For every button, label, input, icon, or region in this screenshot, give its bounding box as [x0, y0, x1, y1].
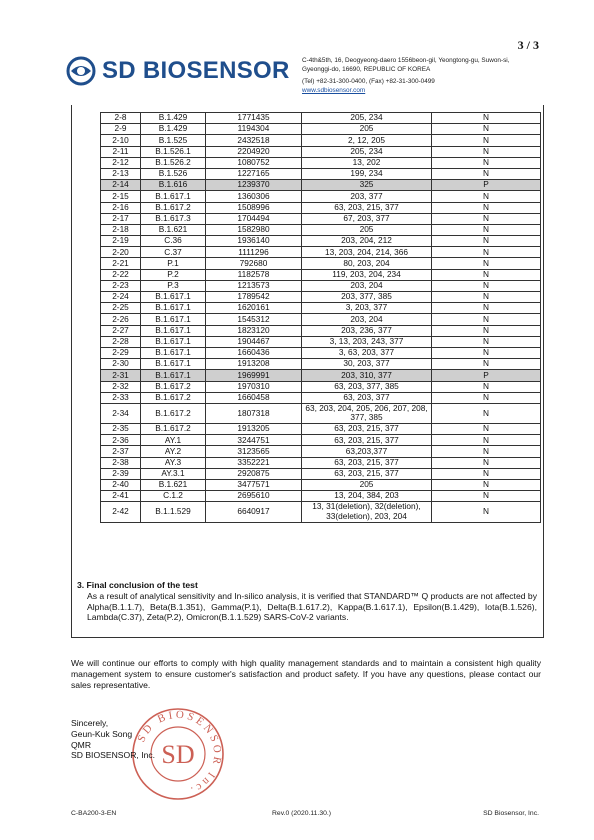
cell-lineage: B.1.617.2	[141, 392, 206, 403]
table-row	[101, 314, 541, 325]
cell-result: N	[432, 468, 541, 479]
cell-lineage: B.1.526.1	[141, 146, 206, 157]
cell-accession: 1239370	[206, 180, 302, 191]
cell-result: N	[432, 135, 541, 146]
cell-mutations: 13, 31(deletion), 32(deletion), 33(deletion), 203, 204	[302, 502, 432, 522]
cell-lineage: B.1.526	[141, 168, 206, 179]
table-row	[101, 202, 541, 213]
cell-accession: 3352221	[206, 457, 302, 468]
cell-result: N	[432, 314, 541, 325]
page-number: 3 / 3	[517, 38, 539, 52]
closing-paragraph: We will continue our efforts to comply with high quality management standards and to maintain a consistent high quality management system to ensure customer's satisfaction and product safety. If you have any questions, please contact our sales representative.	[71, 658, 541, 690]
cell-result: N	[432, 146, 541, 157]
cell-accession: 1508996	[206, 202, 302, 213]
cell-no: 2-10	[101, 135, 141, 146]
cell-no: 2-11	[101, 146, 141, 157]
cell-mutations: 205	[302, 124, 432, 135]
table-row	[101, 381, 541, 392]
table-row	[101, 258, 541, 269]
cell-mutations: 205	[302, 224, 432, 235]
table-row	[101, 491, 541, 502]
cell-no: 2-36	[101, 435, 141, 446]
cell-result: N	[432, 168, 541, 179]
cell-result: N	[432, 269, 541, 280]
cell-lineage: B.1.617.1	[141, 191, 206, 202]
cell-result: N	[432, 292, 541, 303]
cell-no: 2-20	[101, 247, 141, 258]
table-row	[101, 347, 541, 358]
cell-mutations: 13, 202	[302, 157, 432, 168]
cell-lineage: B.1.617.2	[141, 202, 206, 213]
cell-accession: 1660458	[206, 392, 302, 403]
cell-no: 2-21	[101, 258, 141, 269]
table-row	[101, 359, 541, 370]
table-row	[101, 168, 541, 179]
cell-result: N	[432, 213, 541, 224]
cell-accession: 1936140	[206, 236, 302, 247]
cell-mutations: 199, 234	[302, 168, 432, 179]
cell-lineage: B.1.621	[141, 224, 206, 235]
cell-mutations: 2, 12, 205	[302, 135, 432, 146]
cell-no: 2-31	[101, 370, 141, 381]
company-address	[302, 56, 542, 95]
cell-accession: 1913205	[206, 424, 302, 435]
cell-no: 2-18	[101, 224, 141, 235]
cell-lineage: B.1.617.1	[141, 325, 206, 336]
cell-no: 2-40	[101, 480, 141, 491]
table-row	[101, 247, 541, 258]
cell-mutations: 203, 204	[302, 280, 432, 291]
cell-result: N	[432, 280, 541, 291]
cell-mutations: 67, 203, 377	[302, 213, 432, 224]
cell-accession: 792680	[206, 258, 302, 269]
cell-lineage: B.1.617.1	[141, 303, 206, 314]
cell-mutations: 63,203,377	[302, 446, 432, 457]
cell-no: 2-28	[101, 336, 141, 347]
cell-accession: 1789542	[206, 292, 302, 303]
cell-result: P	[432, 370, 541, 381]
footer-company: SD Biosensor, Inc.	[483, 810, 539, 817]
table-row	[101, 113, 541, 124]
cell-result: N	[432, 247, 541, 258]
cell-lineage: B.1.617.1	[141, 292, 206, 303]
cell-result: N	[432, 446, 541, 457]
cell-no: 2-15	[101, 191, 141, 202]
cell-result: N	[432, 381, 541, 392]
cell-lineage: C.36	[141, 236, 206, 247]
cell-no: 2-38	[101, 457, 141, 468]
cell-lineage: B.1.617.1	[141, 336, 206, 347]
cell-result: N	[432, 347, 541, 358]
table-row	[101, 457, 541, 468]
cell-mutations: 205, 234	[302, 113, 432, 124]
cell-accession: 1080752	[206, 157, 302, 168]
cell-mutations: 13, 204, 384, 203	[302, 491, 432, 502]
cell-lineage: B.1.621	[141, 480, 206, 491]
cell-mutations: 63, 203, 215, 377	[302, 424, 432, 435]
cell-lineage: AY.3.1	[141, 468, 206, 479]
cell-lineage: B.1.429	[141, 113, 206, 124]
svg-text:SD: SD	[161, 740, 195, 769]
address-line: C-4th&5th, 16, Deogyeong-daero 1556beon-gil, Yeongtong-gu, Suwon-si,	[302, 57, 510, 64]
cell-no: 2-23	[101, 280, 141, 291]
cell-accession: 2695610	[206, 491, 302, 502]
cell-no: 2-22	[101, 269, 141, 280]
signatory-title: QMR	[71, 739, 92, 750]
conclusion-title: 3. Final conclusion of the test	[77, 580, 198, 590]
cell-accession: 2920875	[206, 468, 302, 479]
cell-mutations: 119, 203, 204, 234	[302, 269, 432, 280]
table-row	[101, 146, 541, 157]
cell-no: 2-33	[101, 392, 141, 403]
cell-result: N	[432, 480, 541, 491]
cell-mutations: 203, 310, 377	[302, 370, 432, 381]
cell-mutations: 3, 203, 377	[302, 303, 432, 314]
cell-result: N	[432, 124, 541, 135]
conclusion-body: As a result of analytical sensitivity and In-silico analysis, it is verified that STANDARD™ Q products are not affected by Alpha(B.1.1.7), Beta(B.1.351), Gamma(P.1), Delta(B.1.617.2), Kappa(B.1.617.1), Epsilon(B.1.429), Iota(B.1.526), Lambda(C.37), Zeta(P.2), Omicron(B.1.1.529) SARS-CoV-2 variants.	[87, 590, 537, 623]
cell-result: N	[432, 392, 541, 403]
cell-no: 2-39	[101, 468, 141, 479]
table-row	[101, 370, 541, 381]
cell-mutations: 3, 63, 203, 377	[302, 347, 432, 358]
cell-result: N	[432, 191, 541, 202]
cell-no: 2-27	[101, 325, 141, 336]
table-row	[101, 435, 541, 446]
cell-accession: 1227165	[206, 168, 302, 179]
cell-accession: 3123565	[206, 446, 302, 457]
cell-mutations: 63, 203, 377	[302, 392, 432, 403]
cell-no: 2-8	[101, 113, 141, 124]
cell-accession: 1969991	[206, 370, 302, 381]
cell-accession: 1582980	[206, 224, 302, 235]
cell-mutations: 3, 13, 203, 243, 377	[302, 336, 432, 347]
cell-no: 2-12	[101, 157, 141, 168]
table-row	[101, 303, 541, 314]
signatory-name: Geun-Kuk Song	[71, 728, 133, 739]
cell-result: N	[432, 336, 541, 347]
table-row	[101, 468, 541, 479]
cell-no: 2-30	[101, 359, 141, 370]
cell-accession: 3244751	[206, 435, 302, 446]
cell-mutations: 13, 203, 204, 214, 366	[302, 247, 432, 258]
table-row	[101, 236, 541, 247]
cell-no: 2-41	[101, 491, 141, 502]
cell-accession: 1360306	[206, 191, 302, 202]
cell-accession: 1913208	[206, 359, 302, 370]
table-row	[101, 191, 541, 202]
cell-accession: 1545312	[206, 314, 302, 325]
cell-lineage: P.3	[141, 280, 206, 291]
cell-no: 2-29	[101, 347, 141, 358]
cell-result: N	[432, 359, 541, 370]
cell-lineage: AY.2	[141, 446, 206, 457]
logo-emblem-icon	[66, 56, 96, 86]
cell-no: 2-34	[101, 403, 141, 423]
cell-mutations: 203, 204, 212	[302, 236, 432, 247]
phone-fax: (Tel) +82-31-300-0400, (Fax) +82-31-300-0499	[302, 78, 435, 85]
cell-accession: 6640917	[206, 502, 302, 522]
cell-lineage: B.1.617.3	[141, 213, 206, 224]
cell-no: 2-13	[101, 168, 141, 179]
signatory-company: SD BIOSENSOR, Inc.	[71, 750, 156, 761]
cell-accession: 1111296	[206, 247, 302, 258]
cell-no: 2-24	[101, 292, 141, 303]
table-row	[101, 424, 541, 435]
cell-result: N	[432, 457, 541, 468]
footer-revision: Rev.0 (2020.11.30.)	[272, 810, 332, 817]
cell-accession: 1213573	[206, 280, 302, 291]
cell-accession: 1704494	[206, 213, 302, 224]
table-row	[101, 502, 541, 522]
cell-no: 2-16	[101, 202, 141, 213]
cell-mutations: 205, 234	[302, 146, 432, 157]
cell-mutations: 30, 203, 377	[302, 359, 432, 370]
cell-result: N	[432, 224, 541, 235]
cell-mutations: 203, 204	[302, 314, 432, 325]
cell-no: 2-14	[101, 180, 141, 191]
cell-lineage: AY.3	[141, 457, 206, 468]
cell-mutations: 203, 377	[302, 191, 432, 202]
company-name: SD BIOSENSOR	[102, 57, 290, 84]
cell-lineage: B.1.617.1	[141, 359, 206, 370]
cell-mutations: 203, 377, 385	[302, 292, 432, 303]
signature-block	[71, 718, 155, 761]
cell-accession: 1904467	[206, 336, 302, 347]
table-row	[101, 280, 541, 291]
cell-accession: 1823120	[206, 325, 302, 336]
cell-lineage: B.1.616	[141, 180, 206, 191]
cell-lineage: B.1.617.2	[141, 381, 206, 392]
cell-lineage: B.1.617.2	[141, 403, 206, 423]
svg-text:SD BIOSENSOR Inc.: SD BIOSENSOR Inc.	[135, 708, 224, 798]
cell-result: N	[432, 258, 541, 269]
table-row	[101, 224, 541, 235]
cell-lineage: B.1.526.2	[141, 157, 206, 168]
signature-salutation: Sincerely,	[71, 718, 109, 728]
footer-doc-code: C-BA200-3-EN	[71, 810, 117, 817]
cell-result: N	[432, 491, 541, 502]
cell-accession: 2432518	[206, 135, 302, 146]
cell-lineage: C.1.2	[141, 491, 206, 502]
table-row	[101, 180, 541, 191]
table-row	[101, 446, 541, 457]
cell-no: 2-17	[101, 213, 141, 224]
cell-mutations: 63, 203, 215, 377	[302, 435, 432, 446]
cell-accession: 3477571	[206, 480, 302, 491]
cell-accession: 2204920	[206, 146, 302, 157]
cell-lineage: B.1.617.1	[141, 347, 206, 358]
cell-mutations: 63, 203, 377, 385	[302, 381, 432, 392]
cell-result: N	[432, 303, 541, 314]
table-row	[101, 124, 541, 135]
cell-result: N	[432, 403, 541, 423]
cell-result: N	[432, 202, 541, 213]
cell-mutations: 63, 203, 215, 377	[302, 468, 432, 479]
variant-table	[100, 112, 541, 523]
table-row	[101, 292, 541, 303]
cell-mutations: 203, 236, 377	[302, 325, 432, 336]
cell-result: P	[432, 180, 541, 191]
cell-no: 2-37	[101, 446, 141, 457]
cell-mutations: 63, 203, 204, 205, 206, 207, 208, 377, 385	[302, 403, 432, 423]
cell-accession: 1194304	[206, 124, 302, 135]
cell-lineage: B.1.617.2	[141, 424, 206, 435]
cell-accession: 1807318	[206, 403, 302, 423]
table-row	[101, 480, 541, 491]
cell-lineage: P.1	[141, 258, 206, 269]
cell-accession: 1970310	[206, 381, 302, 392]
address-line: Gyeonggi-do, 16690, REPUBLIC OF KOREA	[302, 66, 431, 73]
cell-no: 2-25	[101, 303, 141, 314]
table-row	[101, 325, 541, 336]
cell-mutations: 63, 203, 215, 377	[302, 457, 432, 468]
table-row	[101, 269, 541, 280]
cell-no: 2-19	[101, 236, 141, 247]
cell-result: N	[432, 236, 541, 247]
conclusion-section	[77, 580, 537, 623]
table-row	[101, 403, 541, 423]
cell-no: 2-32	[101, 381, 141, 392]
table-row	[101, 392, 541, 403]
cell-accession: 1182578	[206, 269, 302, 280]
cell-result: N	[432, 424, 541, 435]
cell-no: 2-35	[101, 424, 141, 435]
cell-mutations: 63, 203, 215, 377	[302, 202, 432, 213]
cell-result: N	[432, 502, 541, 522]
cell-no: 2-42	[101, 502, 141, 522]
table-row	[101, 135, 541, 146]
cell-mutations: 80, 203, 204	[302, 258, 432, 269]
table-row	[101, 157, 541, 168]
cell-no: 2-26	[101, 314, 141, 325]
cell-accession: 1771435	[206, 113, 302, 124]
company-logo	[66, 56, 290, 86]
cell-lineage: B.1.617.1	[141, 314, 206, 325]
cell-lineage: B.1.617.1	[141, 370, 206, 381]
cell-no: 2-9	[101, 124, 141, 135]
cell-result: N	[432, 113, 541, 124]
cell-result: N	[432, 157, 541, 168]
cell-mutations: 205	[302, 480, 432, 491]
table-row	[101, 336, 541, 347]
cell-lineage: C.37	[141, 247, 206, 258]
cell-lineage: B.1.429	[141, 124, 206, 135]
cell-lineage: B.1.525	[141, 135, 206, 146]
table-row	[101, 213, 541, 224]
cell-result: N	[432, 435, 541, 446]
website-link[interactable]: www.sdbiosensor.com	[302, 87, 366, 94]
cell-lineage: AY.1	[141, 435, 206, 446]
cell-mutations: 325	[302, 180, 432, 191]
cell-lineage: P.2	[141, 269, 206, 280]
cell-accession: 1620161	[206, 303, 302, 314]
cell-lineage: B.1.1.529	[141, 502, 206, 522]
cell-result: N	[432, 325, 541, 336]
cell-accession: 1660436	[206, 347, 302, 358]
